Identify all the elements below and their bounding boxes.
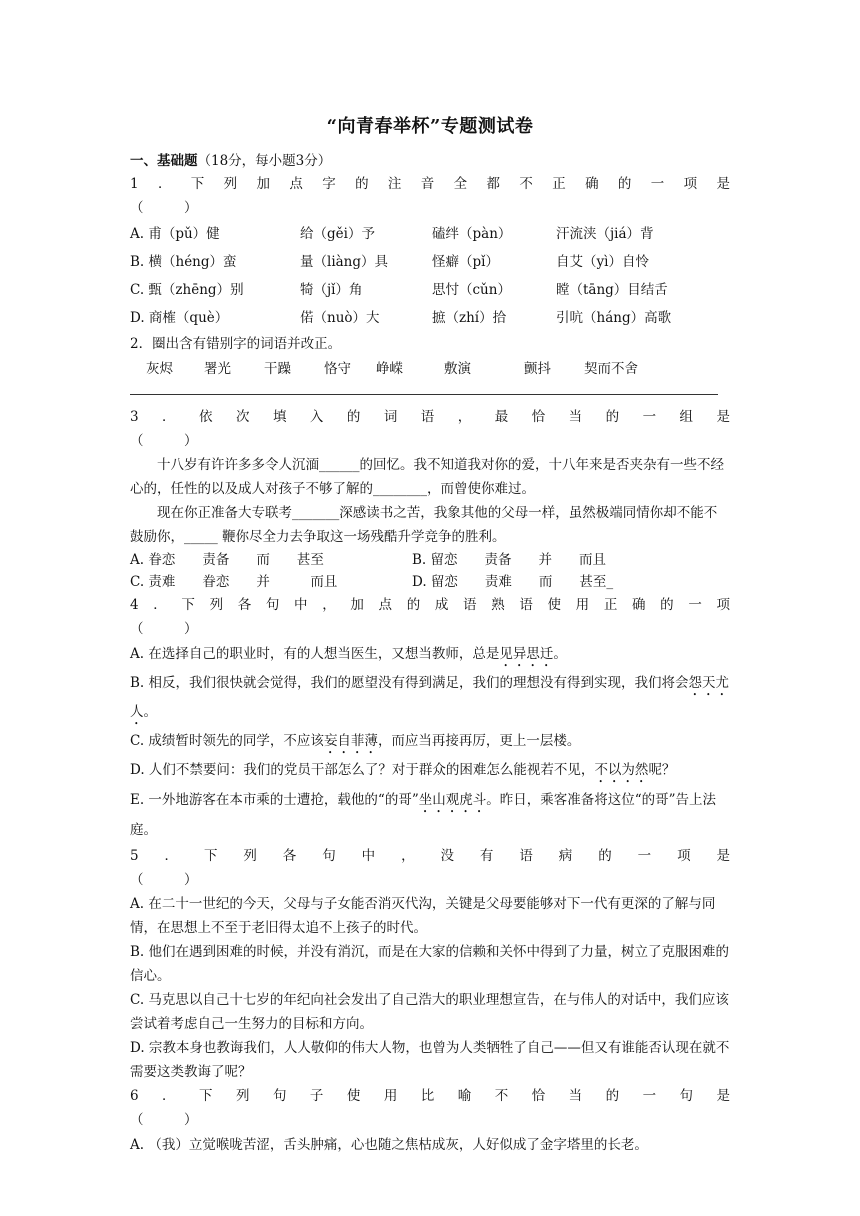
option-a: A. （我）立觉喉咙苦涩，舌头肿痛，心也随之焦枯成灰，人好似成了金字塔里的长老。 [130, 1137, 648, 1153]
question-6 [130, 1084, 730, 1158]
option-cell: 自艾（yì）自怜 [556, 254, 649, 270]
option-c: C. 责难 眷恋 并 而且 [130, 574, 338, 590]
option-cell: A. 甫（pǔ）健 [130, 226, 220, 242]
question-1-paren: （ ） [130, 200, 198, 216]
question-2 [130, 332, 730, 395]
section-heading [130, 150, 730, 172]
word-item: 颤抖 [524, 361, 551, 377]
option-e [130, 786, 730, 844]
question-4-paren: （ ） [130, 621, 198, 637]
dotted-idiom: 怨天尤人 [130, 675, 730, 720]
option-b [130, 670, 730, 728]
option-c: C. 马克思以自己十七岁的年纪向社会发出了自己浩大的职业理想宣告，在与伟人的对话中，我们应该尝试着考虑自己一生努力的目标和方向。 [130, 992, 729, 1032]
option-text: 呢？ [648, 762, 676, 778]
question-1-option-row [130, 304, 730, 332]
page-title: “向青春举杯”专题测试卷 [326, 116, 534, 137]
option-text: ，而应当再接再厉，更上一层楼。 [377, 733, 581, 749]
option-cell: 磕绊（pàn） [432, 226, 512, 242]
dotted-idiom: 不以为然 [594, 762, 649, 778]
dotted-idiom: 坐山观虎斗 [418, 792, 487, 808]
question-5 [130, 844, 730, 1084]
option-d [130, 757, 730, 786]
question-2-stem: 2．圈出含有错别字的词语并改正。 [130, 336, 342, 352]
section-title: 一、基础题 [130, 153, 198, 169]
option-text: C. 成绩暂时领先的同学，不应该 [130, 733, 324, 749]
word-item: 峥嵘 [376, 361, 403, 377]
question-1 [130, 172, 730, 332]
option-text: B. 相反，我们很快就会觉得，我们的愿望没有得到满足，我们的理想没有得到实现，我们将会 [130, 675, 689, 691]
option-text: 。 [143, 704, 157, 720]
word-item: 署光 [204, 361, 231, 377]
question-3-stem: 3．依次填入的词语，最恰当的一组是 [130, 409, 730, 425]
question-4 [130, 593, 730, 844]
option-cell: 引吭（háng）高歌 [556, 310, 672, 326]
option-cell: 怪癖（pǐ） [432, 254, 499, 270]
dotted-idiom: 妄自菲薄 [323, 733, 378, 749]
question-3-passage-1: 十八岁有许许多多令人沉湎______的回忆。我不知道我对你的爱，十八年来是否夹杂有一些不经心的，任性的以及成人对孩子不够了解的________，而曾使你难过。 [130, 457, 724, 497]
option-cell: 摭（zhí）拾 [432, 310, 507, 326]
option-cell: 偌（nuò）大 [300, 310, 380, 326]
option-a [130, 641, 730, 670]
question-1-option-row [130, 220, 730, 248]
option-cell: D. 商榷（què） [130, 310, 229, 326]
option-text: 。 [553, 646, 567, 662]
option-cell: 汗流浃（jiá）背 [556, 226, 654, 242]
word-item: 敷演 [444, 361, 471, 377]
option-cell: C. 甄（zhēng）别 [130, 282, 244, 298]
question-1-option-row [130, 276, 730, 304]
option-cell: 量（liàng）具 [300, 254, 389, 270]
section-note: （18分，每小题3分） [197, 153, 332, 169]
option-b: B. 他们在遇到困难的时候，并没有消沉，而是在大家的信赖和关怀中得到了力量，树立了克服困难的信心。 [130, 944, 730, 984]
option-cell: 瞠（tāng）目结舌 [556, 282, 668, 298]
option-a: A. 眷恋 责备 而 甚至 [130, 552, 324, 568]
option-a: A. 在二十一世纪的今天，父母与子女能否消灭代沟，关键是父母要能够对下一代有更深的了解与同情，在思想上不至于老旧得太追不上孩子的时代。 [130, 896, 716, 936]
question-3-option-row [130, 549, 730, 571]
word-item: 灰烬 [146, 361, 173, 377]
question-6-stem: 6．下列句子使用比喻不恰当的一句是 [130, 1088, 730, 1104]
option-d: D. 宗教本身也教诲我们，人人敬仰的伟大人物，也曾为人类牺牲了自己——但又有谁能否认现在就不需要这类教诲了呢？ [130, 1040, 730, 1080]
option-text: D. 人们不禁要问：我们的党员干部怎么了？对于群众的困难怎么能视若不见， [130, 762, 595, 778]
question-3 [130, 405, 730, 593]
option-cell: 思忖（cǔn） [432, 282, 511, 298]
dotted-idiom: 见异思迁 [499, 646, 554, 662]
exam-content [130, 112, 730, 1158]
question-1-stem: 1．下列加点字的注音全都不正确的一项是 [130, 176, 730, 192]
question-4-stem: 4．下列各句中，加点的成语熟语使用正确的一项 [130, 597, 730, 613]
word-item: 契而不舍 [584, 361, 638, 377]
option-d: D. 留恋 责难 而 甚至_ [412, 574, 614, 590]
option-cell: 给（gěi）予 [300, 226, 375, 242]
option-text: A. 在选择自己的职业时，有的人想当医生，又想当教师，总是 [130, 646, 500, 662]
question-5-stem: 5．下列各句中，没有语病的一项是 [130, 848, 730, 864]
option-text: E. 一外地游客在本市乘的士遭抢，载他的“的哥” [130, 792, 419, 808]
question-3-option-row [130, 571, 730, 593]
word-item: 干躁 [264, 361, 291, 377]
option-cell: B. 横（héng）蛮 [130, 254, 237, 270]
option-cell: 犄（jǐ）角 [300, 282, 363, 298]
question-5-paren: （ ） [130, 872, 198, 888]
option-c [130, 728, 730, 757]
question-3-passage-2: 现在你正准备大专联考_______深感读书之苦，我象其他的父母一样，虽然极端同情你却不能不鼓励你，_____ 鞭你尽全力去争取这一场残酷升学竞争的胜利。 [130, 505, 718, 545]
question-3-paren: （ ） [130, 433, 198, 449]
option-b: B. 留恋 责备 并 而且 [412, 552, 607, 568]
option-text: 。昨日，乘客准备将这位“的哥”告上法庭。 [130, 792, 717, 838]
question-6-paren: （ ） [130, 1112, 198, 1128]
word-item: 恪守 [324, 361, 351, 377]
question-2-word-list [130, 356, 730, 382]
question-1-option-row [130, 248, 730, 276]
answer-line[interactable] [130, 384, 718, 395]
